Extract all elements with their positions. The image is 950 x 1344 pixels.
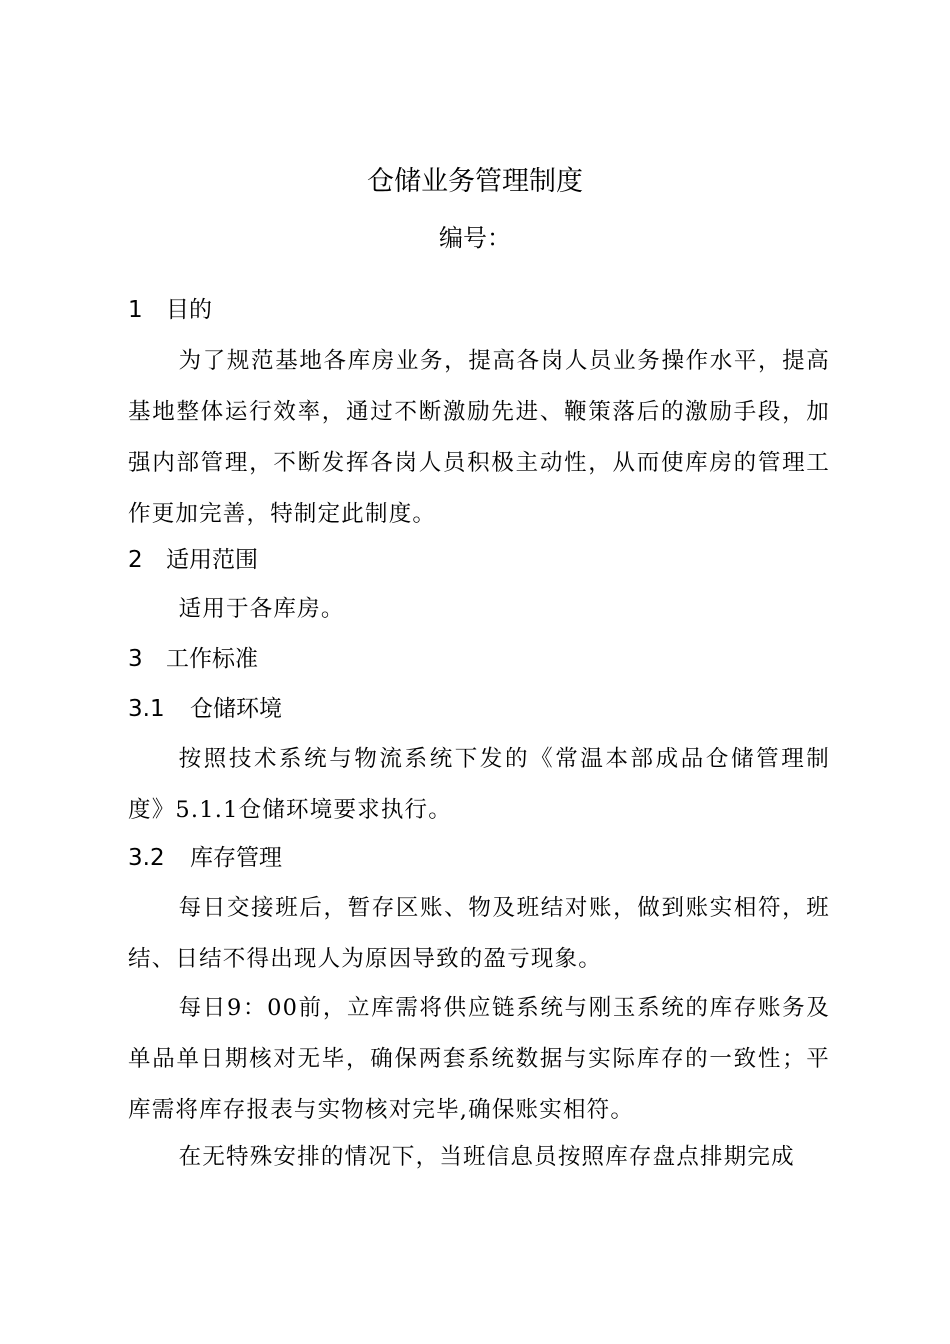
document-number-label: 编号： bbox=[439, 224, 511, 252]
section-title: 工作标准 bbox=[166, 646, 258, 672]
section-2-paragraph: 适用于各库房。 bbox=[178, 596, 345, 622]
section-3-2-paragraph-3: 在无特殊安排的情况下，当班信息员按照库存盘点排期完成 bbox=[178, 1144, 795, 1170]
section-heading-3-1 bbox=[128, 689, 282, 729]
section-heading-1 bbox=[128, 290, 212, 330]
section-title: 仓储环境 bbox=[190, 696, 282, 722]
section-number: 3 bbox=[128, 646, 143, 672]
document-title: 仓储业务管理制度 bbox=[367, 166, 583, 197]
section-heading-2 bbox=[128, 540, 258, 580]
section-3-1-paragraph: 按照技术系统与物流系统下发的《常温本部成品仓储管理制度》5.1.1仓储环境要求执行。 bbox=[128, 746, 830, 823]
section-3-2-paragraph-1: 每日交接班后，暂存区账、物及班结对账，做到账实相符，班结、日结不得出现人为原因导致的盈亏现象。 bbox=[128, 895, 830, 972]
section-number: 3.2 bbox=[128, 845, 165, 871]
section-title: 目的 bbox=[166, 297, 212, 323]
section-number: 3.1 bbox=[128, 696, 165, 722]
section-title: 库存管理 bbox=[190, 845, 282, 871]
section-3-2-paragraph-2: 每日9：00前，立库需将供应链系统与刚玉系统的库存账务及单品单日期核对无毕，确保两套系统数据与实际库存的一致性；平库需将库存报表与实物核对完毕,确保账实相符。 bbox=[128, 995, 830, 1123]
section-number: 1 bbox=[128, 297, 143, 323]
section-1-paragraph: 为了规范基地各库房业务，提高各岗人员业务操作水平，提高基地整体运行效率，通过不断激励先进、鞭策落后的激励手段，加强内部管理，不断发挥各岗人员积极主动性，从而使库房的管理工作更加完善，特制定此制度。 bbox=[128, 348, 830, 527]
section-title: 适用范围 bbox=[166, 547, 258, 573]
section-heading-3-2 bbox=[128, 838, 282, 878]
section-number: 2 bbox=[128, 547, 143, 573]
section-heading-3 bbox=[128, 639, 258, 679]
